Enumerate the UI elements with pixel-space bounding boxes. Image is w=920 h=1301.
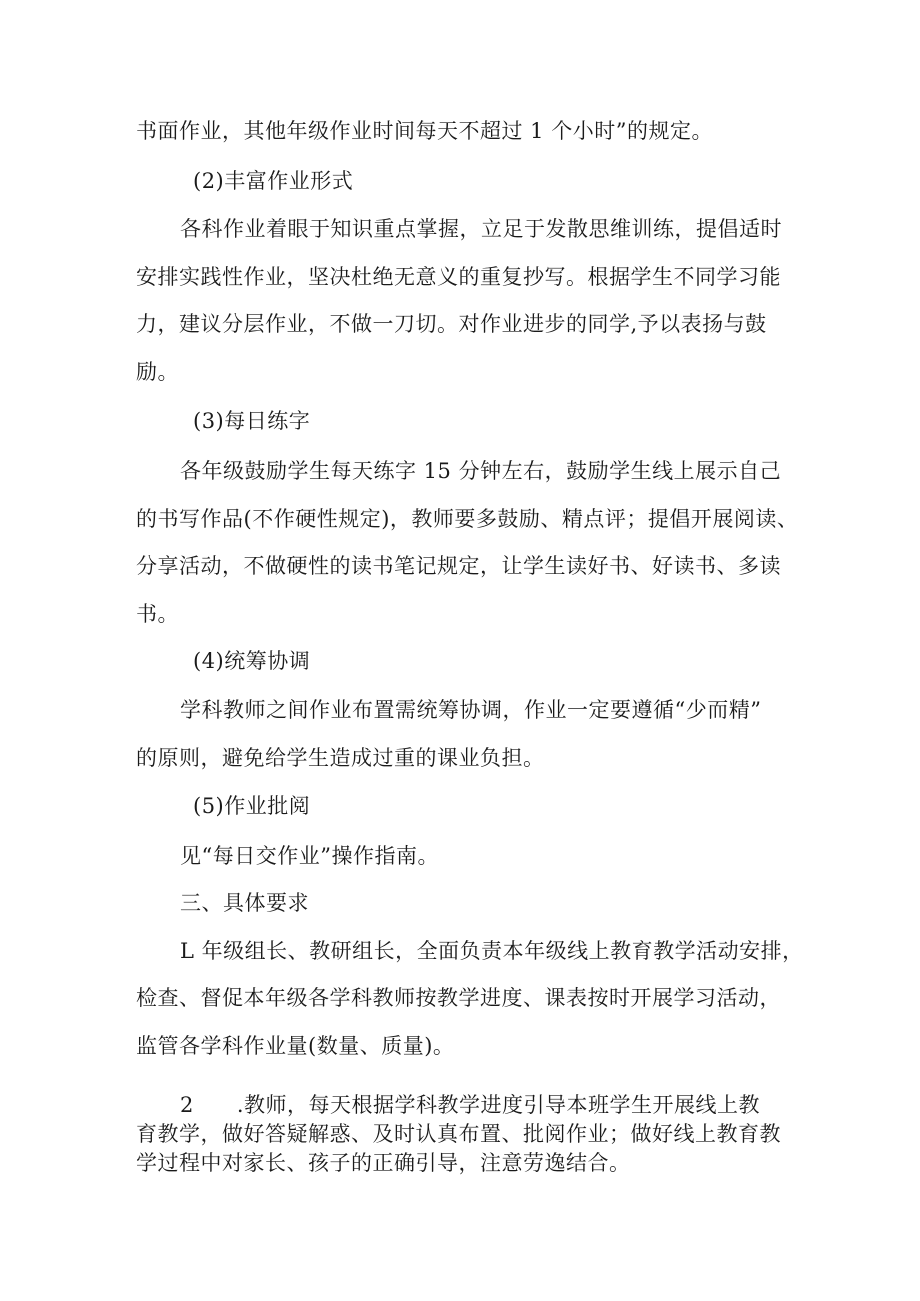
section-heading-5: (5)作业批阅 bbox=[193, 794, 311, 818]
paragraph-line: 书面作业，其他年级作业时间每天不超过 1 个小时”的规定。 bbox=[136, 119, 713, 143]
paragraph-line: 的原则，避免给学生造成过重的课业负担。 bbox=[136, 746, 545, 770]
paragraph-line: 2 .教师，每天根据学科教学进度引导本班学生开展线上教 bbox=[180, 1093, 761, 1117]
paragraph-line: 监管各学科作业量(数量、质量)。 bbox=[136, 1034, 455, 1058]
section-heading-2: (2)丰富作业形式 bbox=[193, 169, 354, 193]
paragraph-line: 的书写作品(不作硬性规定)，教师要多鼓励、精点评；提倡开展阅读、 bbox=[136, 507, 799, 531]
paragraph-line: L 年级组长、教研组长，全面负责本年级线上教育教学活动安排， bbox=[180, 939, 804, 963]
paragraph-line: 书。 bbox=[136, 602, 179, 626]
paragraph-line: 育教学，做好答疑解惑、及时认真布置、批阅作业；做好线上教育教 bbox=[136, 1122, 781, 1146]
paragraph-line: 分享活动，不做硬性的读书笔记规定，让学生读好书、好读书、多读 bbox=[136, 554, 781, 578]
section-heading-4: (4)统筹协调 bbox=[193, 649, 311, 673]
paragraph-line: 力，建议分层作业，不做一刀切。对作业进步的同学,予以表扬与鼓 bbox=[136, 312, 767, 336]
paragraph-line: 各年级鼓励学生每天练字 15 分钟左右，鼓励学生线上展示自己 bbox=[180, 459, 782, 483]
chapter-heading-3: 三、具体要求 bbox=[180, 891, 309, 915]
section-heading-3: (3)每日练字 bbox=[193, 409, 311, 433]
paragraph-line: 见“每日交作业”操作指南。 bbox=[180, 844, 439, 868]
paragraph-line: 学过程中对家长、孩子的正确引导，注意劳逸结合。 bbox=[136, 1151, 631, 1175]
paragraph-line: 励。 bbox=[136, 360, 179, 384]
paragraph-line: 安排实践性作业，坚决杜绝无意义的重复抄写。根据学生不同学习能 bbox=[136, 265, 781, 289]
paragraph-line: 各科作业着眼于知识重点掌握，立足于发散思维训练，提倡适时 bbox=[180, 217, 782, 241]
paragraph-line: 检查、督促本年级各学科教师按教学进度、课表按时开展学习活动， bbox=[136, 986, 781, 1010]
paragraph-line: 学科教师之间作业布置需统筹协调，作业一定要遵循“少而精” bbox=[180, 698, 762, 722]
